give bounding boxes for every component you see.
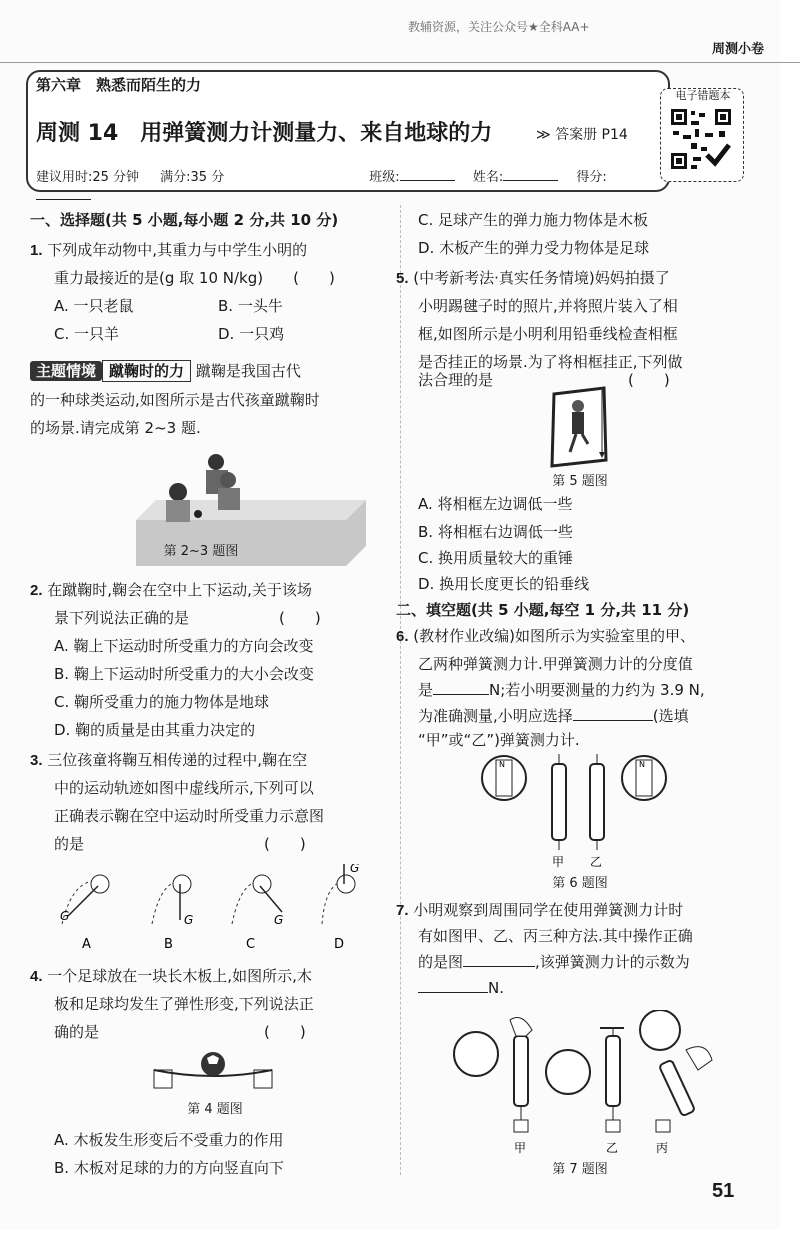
q6-text4b: (选填 <box>652 707 689 725</box>
q3-line4: 的是 ( ) <box>54 835 306 853</box>
name-label: 姓名: <box>472 170 504 185</box>
q7-line4 <box>418 978 504 998</box>
q5-option-c[interactable]: C. 换用质量较大的重锤 <box>418 549 574 567</box>
watermark: 教辅资源，关注公众号★全科AA+ <box>408 20 590 34</box>
q4-line1 <box>30 966 312 987</box>
got-label: 得分: <box>576 170 607 185</box>
qr-label: 电子错题本 <box>675 89 731 102</box>
q5-frame-figure <box>548 386 610 468</box>
class-label: 班级: <box>369 170 400 185</box>
fig5-caption: 第 5 题图 <box>552 474 608 489</box>
q3-figure-a[interactable] <box>60 875 109 952</box>
q7-method-bing <box>640 1010 712 1155</box>
q7-line1 <box>396 900 683 921</box>
page-number: 51 <box>712 1180 735 1202</box>
q2-text1: 在蹴鞠时,鞠会在空中上下运动,关于该场 <box>47 581 312 599</box>
q6-line2: 乙两种弹簧测力计.甲弹簧测力计的分度值 <box>418 655 693 673</box>
q6-scale-yi <box>590 754 604 850</box>
q5-line5: 法合理的是 ( ) <box>418 371 670 389</box>
q1-option-c[interactable]: C. 一只羊 <box>54 325 120 343</box>
q4-number: 4. <box>30 968 43 985</box>
q6-zoom-right <box>622 756 666 800</box>
qr-code-icon <box>669 107 733 171</box>
q4-option-c[interactable]: C. 足球产生的弹力施力物体是木板 <box>418 211 649 229</box>
q3-option-b: B <box>164 937 173 952</box>
q1-option-a[interactable]: A. 一只老鼠 <box>54 297 134 315</box>
q6-text1: (教材作业改编)如图所示为实验室里的甲、 <box>413 627 696 645</box>
q5-text1: (中考新考法·真实任务情境)妈妈拍摄了 <box>413 269 670 287</box>
q3-line2: 中的运动轨迹如图中虚线所示,下列可以 <box>54 779 314 797</box>
answer-ref: ≫ 答案册 P14 <box>536 127 628 143</box>
q7-blank-2[interactable] <box>418 978 488 993</box>
page-title: 周测 14 用弹簧测力计测量力、来自地球的力 <box>36 121 493 146</box>
fig23-caption: 第 2~3 题图 <box>163 544 239 559</box>
got-blank[interactable] <box>36 185 91 200</box>
q6-text4a: 为准确测量,小明应选择 <box>418 707 573 725</box>
q2-option-c[interactable]: C. 鞠所受重力的施力物体是地球 <box>54 693 270 711</box>
q3-number: 3. <box>30 752 43 769</box>
q2-option-b[interactable]: B. 鞠上下运动时所受重力的大小会改变 <box>54 665 314 683</box>
q6-text3a: 是 <box>418 681 434 699</box>
q1-text1: 下列成年动物中,其重力与中学生小明的 <box>47 241 308 259</box>
q7-label-yi: 乙 <box>606 1141 619 1155</box>
q4-option-b[interactable]: B. 木板对足球的力的方向竖直向下 <box>54 1159 284 1177</box>
class-blank[interactable] <box>400 166 455 181</box>
q7-text4b: N. <box>488 979 504 997</box>
topic-line2: 的一种球类运动,如图所示是古代孩童蹴鞠时 <box>30 391 320 409</box>
q7-label-bing: 丙 <box>656 1141 669 1155</box>
q3-g-label-c: G <box>274 913 284 927</box>
q6-zoom-left <box>482 756 526 800</box>
score-label: 满分:35 分 <box>160 170 225 185</box>
q6-scale-jia <box>552 754 566 850</box>
q6-right-unit: N <box>639 760 645 769</box>
q3-g-label-a: G <box>60 909 70 923</box>
q7-line3 <box>418 952 690 972</box>
q4-board-ball-figure <box>150 1046 280 1092</box>
header-rule <box>0 62 800 63</box>
q3-g-label-b: G <box>184 913 194 927</box>
q4-line3: 确的是 ( ) <box>54 1023 306 1041</box>
q5-line2: 小明踢毽子时的照片,并将照片装入了相 <box>418 297 678 315</box>
chapter-label: 第六章 熟悉而陌生的力 <box>36 76 202 94</box>
q6-line3 <box>418 680 705 700</box>
q7-text3b: ,该弹簧测力计的示数为 <box>535 953 690 971</box>
fig6-caption: 第 6 题图 <box>552 876 608 891</box>
q2-line2: 景下列说法正确的是 ( ) <box>54 609 321 627</box>
q6-blank-2[interactable] <box>573 706 653 721</box>
q4-text1: 一个足球放在一块长木板上,如图所示,木 <box>47 967 312 985</box>
q6-line5: “甲”或“乙”)弹簧测力计. <box>418 731 580 749</box>
q3-figure-b[interactable] <box>152 875 193 952</box>
qr-box[interactable] <box>660 88 744 182</box>
q7-text1: 小明观察到周围同学在使用弹簧测力计时 <box>413 901 684 919</box>
q3-figure-c[interactable] <box>232 875 283 952</box>
q2-option-d[interactable]: D. 鞠的质量是由其重力决定的 <box>54 721 256 739</box>
q3-option-a: A <box>82 937 91 952</box>
q7-line2: 有如图甲、乙、丙三种方法.其中操作正确 <box>418 927 693 945</box>
q5-option-b[interactable]: B. 将相框右边调低一些 <box>418 523 573 541</box>
q3-line1 <box>30 750 307 771</box>
q6-label-yi: 乙 <box>590 855 603 869</box>
q4-line2: 板和足球均发生了弹性形变,下列说法正 <box>54 995 314 1013</box>
section-fill-title: 二、填空题(共 5 小题,每空 1 分,共 11 分) <box>396 601 690 619</box>
q5-line1 <box>396 268 670 289</box>
q4-option-a[interactable]: A. 木板发生形变后不受重力的作用 <box>54 1131 284 1149</box>
header-box <box>26 70 670 192</box>
q1-line1 <box>30 240 307 261</box>
q2-line1 <box>30 580 312 601</box>
q6-text3b: N;若小明要测量的力约为 3.9 N, <box>489 681 705 699</box>
q6-label-jia: 甲 <box>552 855 565 869</box>
q1-option-d[interactable]: D. 一只鸡 <box>218 325 285 343</box>
q6-line4 <box>418 706 689 726</box>
header-meta <box>36 166 656 204</box>
topic-text1: 蹴鞠是我国古代 <box>195 362 301 380</box>
q7-spring-scale-figure <box>450 1010 730 1160</box>
q3-gravity-figure <box>54 864 384 954</box>
topic-line3: 的场景.请完成第 2~3 题. <box>30 419 201 437</box>
q6-blank-1[interactable] <box>433 680 489 695</box>
q3-g-label-d: G <box>350 864 360 875</box>
q1-option-b[interactable]: B. 一头牛 <box>218 297 283 315</box>
topic-tag-title: 蹴鞠时的力 <box>102 360 191 382</box>
q2-option-a[interactable]: A. 鞠上下运动时所受重力的方向会改变 <box>54 637 314 655</box>
q3-option-c: C <box>246 937 256 952</box>
time-label: 建议用时:25 分钟 <box>36 170 140 185</box>
fig7-caption: 第 7 题图 <box>552 1162 608 1177</box>
q7-text3a: 的是图 <box>418 953 464 971</box>
top-tag: 周测小卷 <box>711 42 764 57</box>
column-divider <box>400 205 401 1175</box>
name-blank[interactable] <box>503 166 558 181</box>
q7-blank-1[interactable] <box>463 952 535 967</box>
q6-line1 <box>396 626 695 647</box>
topic-line1 <box>30 360 301 382</box>
q5-line4: 是否挂正的场景.为了将相框挂正,下列做 <box>418 353 683 371</box>
q6-spring-scale-figure <box>480 750 670 870</box>
q6-number: 6. <box>396 628 409 645</box>
q5-line3: 框,如图所示是小明利用铅垂线检查相框 <box>418 325 678 343</box>
q1-line2: 重力最接近的是(g 取 10 N/kg) ( ) <box>54 269 335 287</box>
q2-number: 2. <box>30 582 43 599</box>
q1-number: 1. <box>30 242 43 259</box>
section-choice-title: 一、选择题(共 5 小题,每小题 2 分,共 10 分) <box>30 211 339 229</box>
topic-tag: 主题情境 <box>30 361 102 381</box>
q5-option-d[interactable]: D. 换用长度更长的铅垂线 <box>418 575 590 593</box>
q7-method-jia <box>454 1018 532 1155</box>
q7-label-jia: 甲 <box>514 1141 527 1155</box>
q7-number: 7. <box>396 902 409 919</box>
q3-text1: 三位孩童将鞠互相传递的过程中,鞠在空 <box>47 751 308 769</box>
q7-method-yi <box>546 1028 624 1155</box>
q5-option-a[interactable]: A. 将相框左边调低一些 <box>418 495 573 513</box>
q6-left-unit: N <box>499 760 505 769</box>
fig4-caption: 第 4 题图 <box>187 1102 243 1117</box>
q3-figure-d[interactable] <box>322 864 359 952</box>
q3-line3: 正确表示鞠在空中运动时所受重力示意图 <box>54 807 325 825</box>
q4-option-d[interactable]: D. 木板产生的弹力受力物体是足球 <box>418 239 650 257</box>
q3-option-d: D <box>334 937 345 952</box>
q5-number: 5. <box>396 270 409 287</box>
